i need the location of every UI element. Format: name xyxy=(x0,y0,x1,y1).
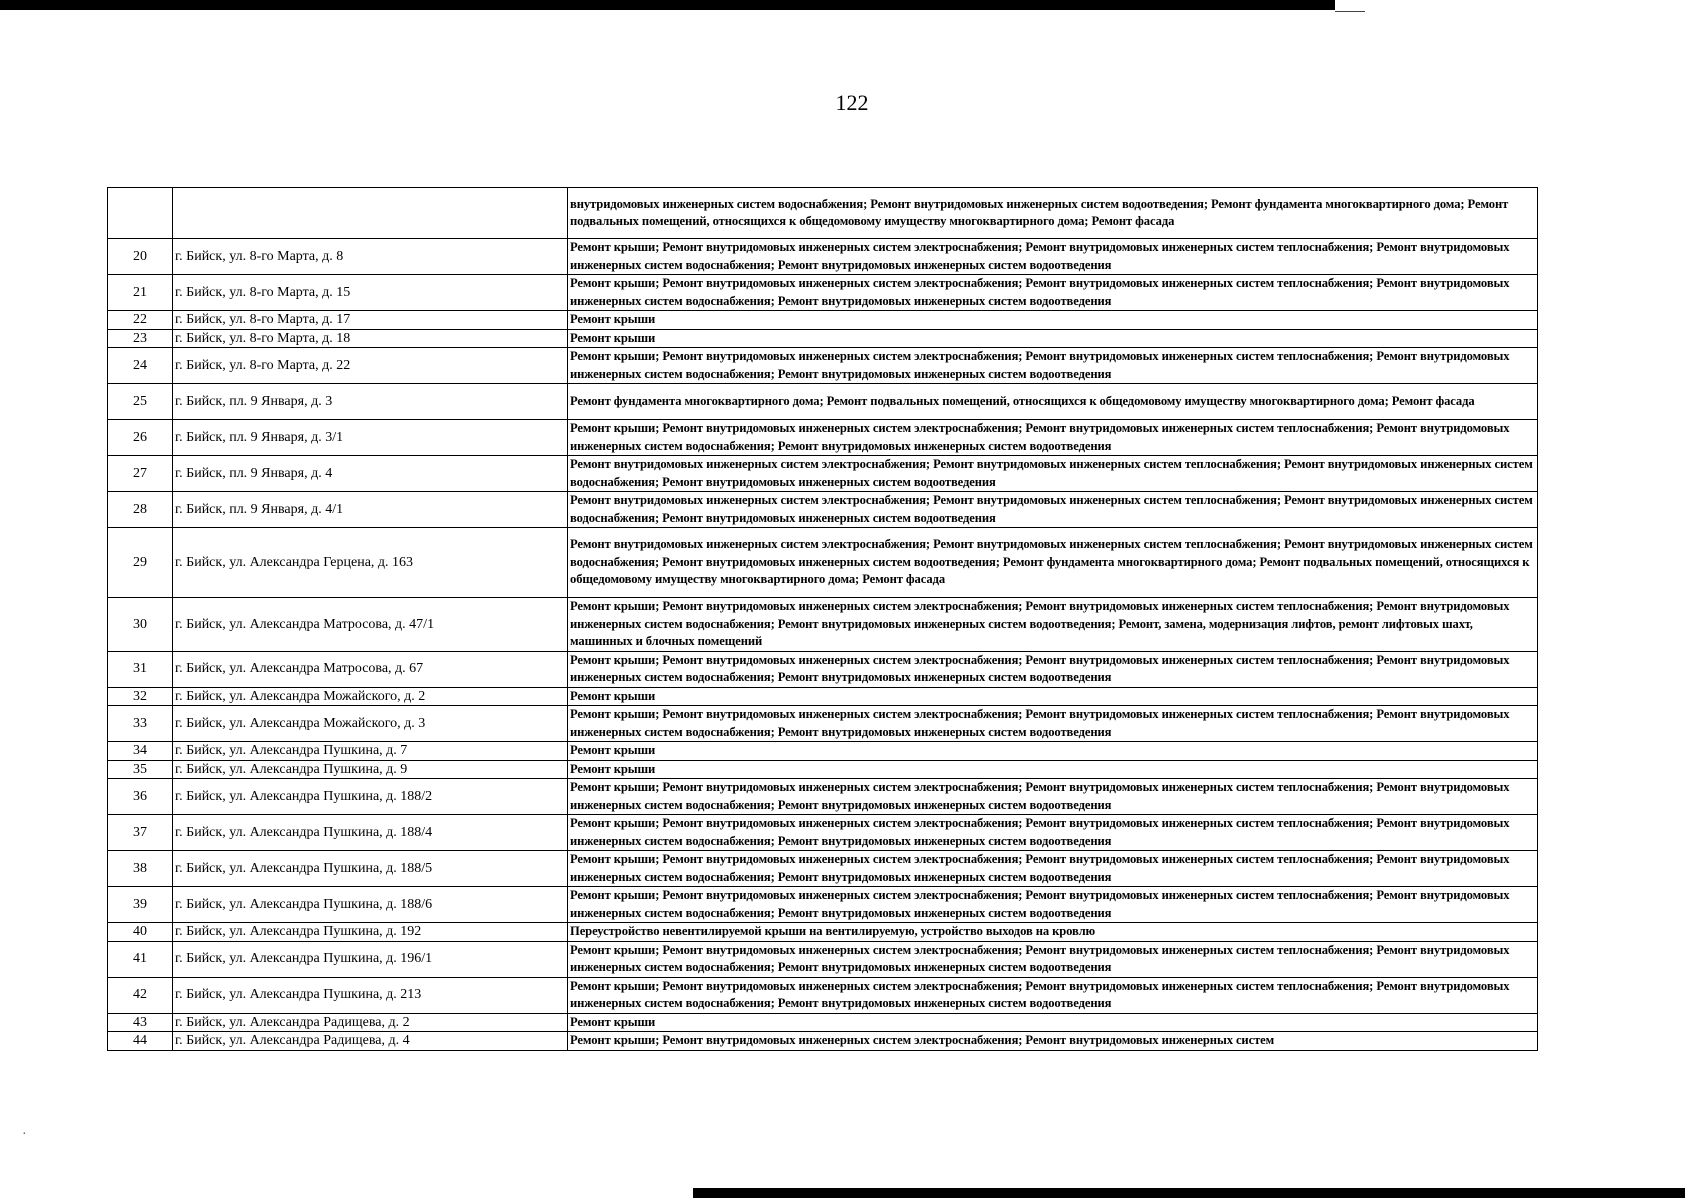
row-address: г. Бийск, ул. Александра Пушкина, д. 188/5 xyxy=(173,851,568,887)
row-work-types: Ремонт внутридомовых инженерных систем электроснабжения; Ремонт внутридомовых инженерных систем теплоснабжения; Ремонт внутридомовых инженерных систем водоснабжения; Ремонт внутридомовых инженерных систем водоотведения xyxy=(568,456,1538,492)
row-work-types: Ремонт крыши; Ремонт внутридомовых инженерных систем электроснабжения; Ремонт внутридомовых инженерных систем теплоснабжения; Ремонт внутридомовых инженерных систем водоснабжения; Ремонт внутридомовых инженерных систем водоотведения xyxy=(568,887,1538,923)
row-address: г. Бийск, ул. 8-го Марта, д. 8 xyxy=(173,239,568,275)
table-row xyxy=(108,706,1538,742)
table-row xyxy=(108,311,1538,330)
row-work-types: Ремонт внутридомовых инженерных систем электроснабжения; Ремонт внутридомовых инженерных систем теплоснабжения; Ремонт внутридомовых инженерных систем водоснабжения; Ремонт внутридомовых инженерных систем водоотведения xyxy=(568,492,1538,528)
row-address: г. Бийск, ул. Александра Пушкина, д. 192 xyxy=(173,923,568,942)
row-number: 27 xyxy=(108,456,173,492)
table-row xyxy=(108,815,1538,851)
table-row xyxy=(108,851,1538,887)
row-address: г. Бийск, ул. Александра Радищева, д. 4 xyxy=(173,1032,568,1051)
row-number: 23 xyxy=(108,329,173,348)
row-work-types: Ремонт крыши; Ремонт внутридомовых инженерных систем электроснабжения; Ремонт внутридомовых инженерных систем теплоснабжения; Ремонт внутридомовых инженерных систем водоснабжения; Ремонт внутридомовых инженерных систем водоотведения xyxy=(568,348,1538,384)
margin-mark: · xyxy=(22,1127,27,1142)
table-row xyxy=(108,456,1538,492)
row-number: 32 xyxy=(108,687,173,706)
table-row xyxy=(108,1013,1538,1032)
row-number: 34 xyxy=(108,742,173,761)
row-address: г. Бийск, ул. 8-го Марта, д. 17 xyxy=(173,311,568,330)
row-number: 37 xyxy=(108,815,173,851)
table-row xyxy=(108,598,1538,652)
row-work-types: Ремонт крыши; Ремонт внутридомовых инженерных систем электроснабжения; Ремонт внутридомовых инженерных систем теплоснабжения; Ремонт внутридомовых инженерных систем водоснабжения; Ремонт внутридомовых инженерных систем водоотведения xyxy=(568,977,1538,1013)
row-address: г. Бийск, ул. Александра Можайского, д. 2 xyxy=(173,687,568,706)
row-address: г. Бийск, ул. 8-го Марта, д. 18 xyxy=(173,329,568,348)
row-work-types: Ремонт внутридомовых инженерных систем электроснабжения; Ремонт внутридомовых инженерных систем теплоснабжения; Ремонт внутридомовых инженерных систем водоснабжения; Ремонт внутридомовых инженерных систем водоотведения; Ремонт фундамента многоквартирного дома; Ремонт подвальных помещений, относящихся к общедомовому имуществу многоквартирного дома; Ремонт фасада xyxy=(568,528,1538,598)
row-number: 28 xyxy=(108,492,173,528)
table-row xyxy=(108,687,1538,706)
row-work-types: Ремонт крыши; Ремонт внутридомовых инженерных систем электроснабжения; Ремонт внутридомовых инженерных систем теплоснабжения; Ремонт внутридомовых инженерных систем водоснабжения; Ремонт внутридомовых инженерных систем водоотведения xyxy=(568,420,1538,456)
row-work-types: Ремонт крыши; Ремонт внутридомовых инженерных систем электроснабжения; Ремонт внутридомовых инженерных систем теплоснабжения; Ремонт внутридомовых инженерных систем водоснабжения; Ремонт внутридомовых инженерных систем водоотведения xyxy=(568,275,1538,311)
row-work-types: Ремонт крыши; Ремонт внутридомовых инженерных систем электроснабжения; Ремонт внутридомовых инженерных систем теплоснабжения; Ремонт внутридомовых инженерных систем водоснабжения; Ремонт внутридомовых инженерных систем водоотведения xyxy=(568,941,1538,977)
row-number: 26 xyxy=(108,420,173,456)
row-work-types: Ремонт крыши; Ремонт внутридомовых инженерных систем электроснабжения; Ремонт внутридомовых инженерных систем теплоснабжения; Ремонт внутридомовых инженерных систем водоснабжения; Ремонт внутридомовых инженерных систем водоотведения; Ремонт, замена, модернизация лифтов, ремонт лифтовых шахт, машинных и блочных помещений xyxy=(568,598,1538,652)
row-number: 41 xyxy=(108,941,173,977)
scan-bottom-border xyxy=(693,1188,1685,1198)
row-number: 31 xyxy=(108,651,173,687)
row-work-types: Ремонт крыши; Ремонт внутридомовых инженерных систем электроснабжения; Ремонт внутридомовых инженерных систем xyxy=(568,1032,1538,1051)
row-number: 42 xyxy=(108,977,173,1013)
row-number: 29 xyxy=(108,528,173,598)
row-address: г. Бийск, пл. 9 Января, д. 4 xyxy=(173,456,568,492)
page-number: 122 xyxy=(835,90,869,115)
table-row xyxy=(108,329,1538,348)
row-address: г. Бийск, ул. Александра Матросова, д. 47/1 xyxy=(173,598,568,652)
table-row xyxy=(108,887,1538,923)
row-work-types: Ремонт крыши; Ремонт внутридомовых инженерных систем электроснабжения; Ремонт внутридомовых инженерных систем теплоснабжения; Ремонт внутридомовых инженерных систем водоснабжения; Ремонт внутридомовых инженерных систем водоотведения xyxy=(568,779,1538,815)
row-number: 39 xyxy=(108,887,173,923)
row-number: 44 xyxy=(108,1032,173,1051)
row-address: г. Бийск, ул. Александра Радищева, д. 2 xyxy=(173,1013,568,1032)
row-number: 35 xyxy=(108,760,173,779)
table-row xyxy=(108,384,1538,420)
scan-top-border xyxy=(0,0,1335,10)
row-work-types: Ремонт крыши xyxy=(568,329,1538,348)
row-address: г. Бийск, ул. Александра Можайского, д. 3 xyxy=(173,706,568,742)
row-address: г. Бийск, ул. Александра Пушкина, д. 196/1 xyxy=(173,941,568,977)
repair-works-table xyxy=(107,187,1538,1051)
row-work-types: Ремонт крыши xyxy=(568,760,1538,779)
row-number: 40 xyxy=(108,923,173,942)
row-work-types: Ремонт крыши xyxy=(568,742,1538,761)
row-address: г. Бийск, ул. 8-го Марта, д. 15 xyxy=(173,275,568,311)
table-row xyxy=(108,188,1538,239)
row-address: г. Бийск, ул. 8-го Марта, д. 22 xyxy=(173,348,568,384)
row-work-types: Ремонт крыши xyxy=(568,687,1538,706)
row-number: 20 xyxy=(108,239,173,275)
row-address: г. Бийск, ул. Александра Пушкина, д. 7 xyxy=(173,742,568,761)
table-row xyxy=(108,528,1538,598)
table-row xyxy=(108,239,1538,275)
row-number: 33 xyxy=(108,706,173,742)
row-address: г. Бийск, ул. Александра Матросова, д. 67 xyxy=(173,651,568,687)
table-row xyxy=(108,651,1538,687)
table-row xyxy=(108,275,1538,311)
row-work-types: Ремонт крыши; Ремонт внутридомовых инженерных систем электроснабжения; Ремонт внутридомовых инженерных систем теплоснабжения; Ремонт внутридомовых инженерных систем водоснабжения; Ремонт внутридомовых инженерных систем водоотведения xyxy=(568,239,1538,275)
table-row xyxy=(108,941,1538,977)
row-number: 22 xyxy=(108,311,173,330)
row-work-types: внутридомовых инженерных систем водоснабжения; Ремонт внутридомовых инженерных систем водоотведения; Ремонт фундамента многоквартирного дома; Ремонт подвальных помещений, относящихся к общедомовому имуществу многоквартирного дома; Ремонт фасада xyxy=(568,188,1538,239)
table-body xyxy=(108,188,1538,1051)
row-address: г. Бийск, пл. 9 Января, д. 3/1 xyxy=(173,420,568,456)
row-number: 24 xyxy=(108,348,173,384)
table-row xyxy=(108,492,1538,528)
table-row xyxy=(108,923,1538,942)
row-work-types: Ремонт крыши; Ремонт внутридомовых инженерных систем электроснабжения; Ремонт внутридомовых инженерных систем теплоснабжения; Ремонт внутридомовых инженерных систем водоснабжения; Ремонт внутридомовых инженерных систем водоотведения xyxy=(568,706,1538,742)
scan-top-border-tail xyxy=(1335,11,1365,12)
row-address: г. Бийск, ул. Александра Пушкина, д. 188/4 xyxy=(173,815,568,851)
row-address: г. Бийск, пл. 9 Января, д. 3 xyxy=(173,384,568,420)
row-number: 43 xyxy=(108,1013,173,1032)
table-row xyxy=(108,348,1538,384)
row-work-types: Ремонт крыши; Ремонт внутридомовых инженерных систем электроснабжения; Ремонт внутридомовых инженерных систем теплоснабжения; Ремонт внутридомовых инженерных систем водоснабжения; Ремонт внутридомовых инженерных систем водоотведения xyxy=(568,651,1538,687)
row-work-types: Ремонт фундамента многоквартирного дома; Ремонт подвальных помещений, относящихся к общедомовому имуществу многоквартирного дома; Ремонт фасада xyxy=(568,384,1538,420)
row-work-types: Ремонт крыши; Ремонт внутридомовых инженерных систем электроснабжения; Ремонт внутридомовых инженерных систем теплоснабжения; Ремонт внутридомовых инженерных систем водоснабжения; Ремонт внутридомовых инженерных систем водоотведения xyxy=(568,851,1538,887)
row-address: г. Бийск, ул. Александра Пушкина, д. 9 xyxy=(173,760,568,779)
row-work-types: Переустройство невентилируемой крыши на вентилируемую, устройство выходов на кровлю xyxy=(568,923,1538,942)
row-address xyxy=(173,188,568,239)
row-number: 25 xyxy=(108,384,173,420)
row-number xyxy=(108,188,173,239)
row-address: г. Бийск, ул. Александра Герцена, д. 163 xyxy=(173,528,568,598)
row-number: 38 xyxy=(108,851,173,887)
table-row xyxy=(108,977,1538,1013)
row-work-types: Ремонт крыши; Ремонт внутридомовых инженерных систем электроснабжения; Ремонт внутридомовых инженерных систем теплоснабжения; Ремонт внутридомовых инженерных систем водоснабжения; Ремонт внутридомовых инженерных систем водоотведения xyxy=(568,815,1538,851)
row-number: 21 xyxy=(108,275,173,311)
row-number: 30 xyxy=(108,598,173,652)
row-address: г. Бийск, пл. 9 Января, д. 4/1 xyxy=(173,492,568,528)
row-address: г. Бийск, ул. Александра Пушкина, д. 188/2 xyxy=(173,779,568,815)
row-address: г. Бийск, ул. Александра Пушкина, д. 188/6 xyxy=(173,887,568,923)
row-work-types: Ремонт крыши xyxy=(568,311,1538,330)
table-row xyxy=(108,420,1538,456)
row-work-types: Ремонт крыши xyxy=(568,1013,1538,1032)
table-row xyxy=(108,742,1538,761)
table-row xyxy=(108,779,1538,815)
row-address: г. Бийск, ул. Александра Пушкина, д. 213 xyxy=(173,977,568,1013)
table-row xyxy=(108,1032,1538,1051)
row-number: 36 xyxy=(108,779,173,815)
table-row xyxy=(108,760,1538,779)
